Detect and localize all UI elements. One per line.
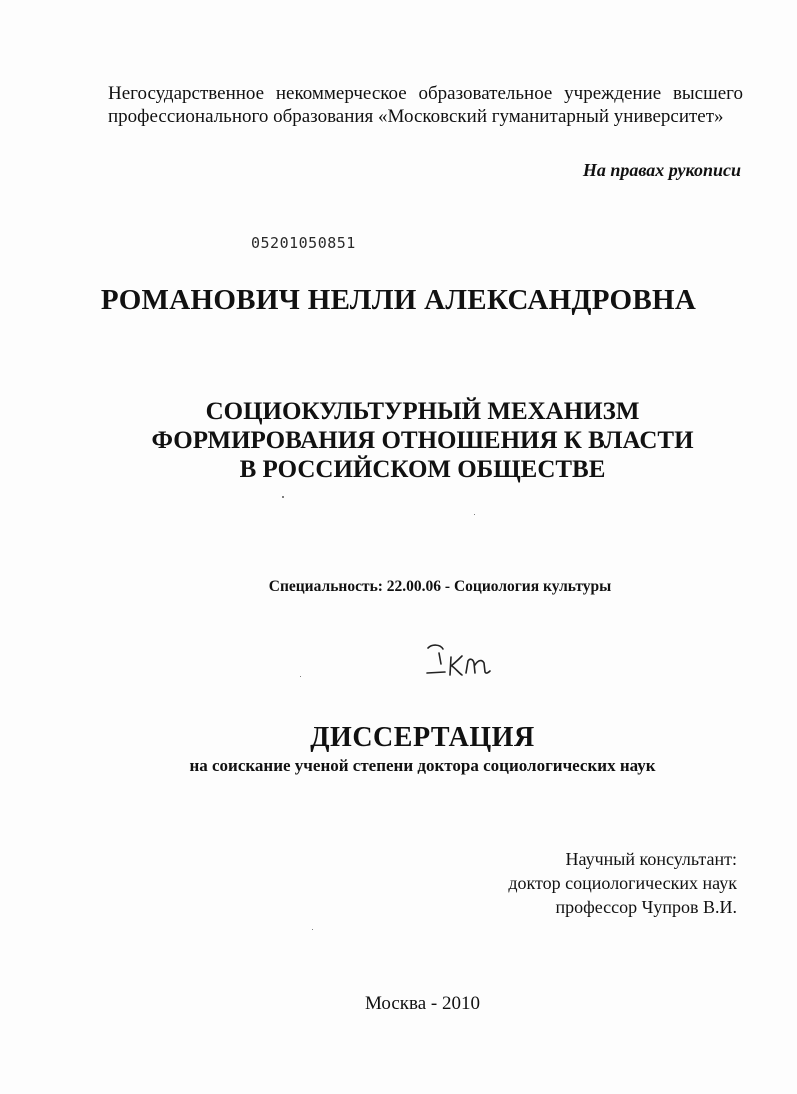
document-number: 05201050851 [251,234,356,252]
degree-statement: на соискание ученой степени доктора социологических наук [189,756,656,775]
manuscript-note: На правах рукописи [582,160,741,180]
institution-line-2: профессионального образования «Московский гуманитарный университет» [108,106,724,127]
scientific-advisor [508,847,737,919]
title-line-1: СОЦИОКУЛЬТУРНЫЙ МЕХАНИЗМ [205,398,640,425]
title-line-3: В РОССИЙСКОМ ОБЩЕСТВЕ [239,456,606,483]
specialty: Специальность: 22.00.06 - Социология культуры [268,578,612,595]
scan-speck [474,514,475,515]
advisor-name: профессор Чупров В.И. [555,897,737,917]
dissertation-title [0,397,797,484]
scan-speck [312,929,313,930]
institution-line-1: Негосударственное некоммерческое образовательное учреждение высшего [108,83,743,104]
author-name: РОМАНОВИЧ НЕЛЛИ АЛЕКСАНДРОВНА [100,284,697,316]
handwritten-note [418,640,498,685]
document-type: ДИССЕРТАЦИЯ [310,722,535,753]
scan-speck [282,496,284,498]
institution-name [108,82,743,128]
advisor-degree: доктор социологических наук [508,873,737,893]
scan-speck [300,676,301,677]
title-line-2: ФОРМИРОВАНИЯ ОТНОШЕНИЯ К ВЛАСТИ [151,427,694,454]
city-year: Москва - 2010 [364,993,481,1014]
advisor-role: Научный консультант: [565,849,737,869]
